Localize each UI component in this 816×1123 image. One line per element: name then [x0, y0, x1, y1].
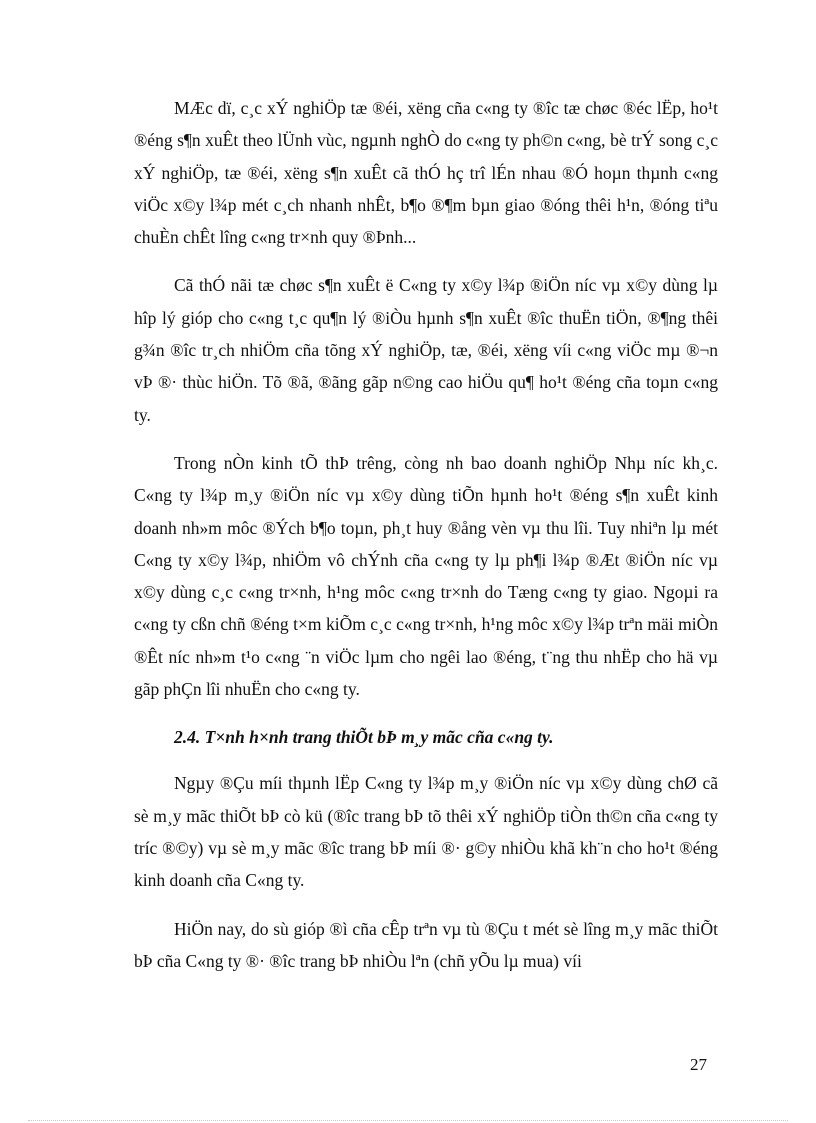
bottom-divider	[28, 1120, 788, 1121]
paragraph-1: MÆc dï, c¸c xÝ nghiÖp tæ ®éi, xëng cña c«ng ty ®îc tæ chøc ®éc lËp, ho¹t ®éng s¶n xuÊt theo lÜnh vùc, ngµnh nghÒ do c«ng ty ph©n c«ng, bè trÝ song c¸c xÝ nghiÖp, tæ ®éi, xëng s¶n xuÊt cã thÓ hç trî lÉn nhau ®Ó hoµn thµnh c«ng viÖc x©y l¾p mét c¸ch nhanh nhÊt, b¶o ®¶m bµn giao ®óng thêi h¹n, ®óng tiªu chuÈn chÊt lîng c«ng tr×nh quy ®Þnh...	[134, 98, 718, 248]
paragraph-5: HiÖn nay, do sù gióp ®ì cña cÊp trªn vµ tù ®Çu t mét sè lîng m¸y mãc thiÕt bÞ cña C«ng ty ®· ®îc trang bÞ nhiÒu lªn (chñ yÕu lµ mua) víi	[134, 918, 718, 971]
page-number: 27	[690, 1055, 707, 1074]
paragraph-4: Ngµy ®Çu míi thµnh lËp C«ng ty l¾p m¸y ®iÖn níc vµ x©y dùng chØ cã sè m¸y mãc thiÕt bÞ cò kü (®îc trang bÞ tõ thêi xÝ nghiÖp tiÒn th©n cña c«ng ty tríc ®©y) vµ sè m¸y mãc ®îc trang bÞ míi ®· g©y nhiÒu khã kh¨n cho ho¹t ®éng kinh doanh cña C«ng ty.	[134, 773, 718, 891]
paragraph-3: Trong nÒn kinh tÕ thÞ trêng, còng nh bao doanh nghiÖp Nhµ níc kh¸c. C«ng ty l¾p m¸y ®iÖn níc vµ x©y dùng tiÕn hµnh ho¹t ®éng s¶n xuÊt kinh doanh nh»m môc ®Ých b¶o toµn, ph¸t huy ®ång vèn vµ thu lîi. Tuy nhiªn lµ mét C«ng ty x©y l¾p, nhiÖm vô chÝnh cña c«ng ty lµ ph¶i l¾p ®Æt ®iÖn níc vµ x©y dùng c¸c c«ng tr×nh, h¹ng môc c«ng tr×nh do Tæng c«ng ty giao. Ngoµi ra c«ng ty cßn chñ ®éng t×m kiÕm c¸c c«ng tr×nh, h¹ng môc x©y l¾p trªn mäi miÒn ®Êt níc nh»m t¹o c«ng ¨n viÖc lµm cho ngêi lao ®éng, t¨ng thu nhËp cho hä vµ gãp phÇn lîi nhuËn cho c«ng ty.	[134, 452, 718, 700]
section-heading: 2.4. T×nh h×nh trang thiÕt bÞ m¸y mãc cña c«ng ty.	[174, 727, 554, 748]
body-text	[134, 92, 718, 993]
paragraph-2: Cã thÓ nãi tæ chøc s¶n xuÊt ë C«ng ty x©y l¾p ®iÖn níc vµ x©y dùng lµ hîp lý gióp cho c«ng t¸c qu¶n lý ®iÒu hµnh s¶n xuÊt ®îc thuËn tiÖn, ®¶ng thêi g¾n ®îc tr¸ch nhiÖm cña tõng xÝ nghiÖp, tæ, ®éi, xëng víi c«ng viÖc mµ ®¬n vÞ ®· thùc hiÖn. Tõ ®ã, ®ãng gãp n©ng cao hiÖu qu¶ ho¹t ®éng cña toµn c«ng ty.	[134, 275, 718, 425]
